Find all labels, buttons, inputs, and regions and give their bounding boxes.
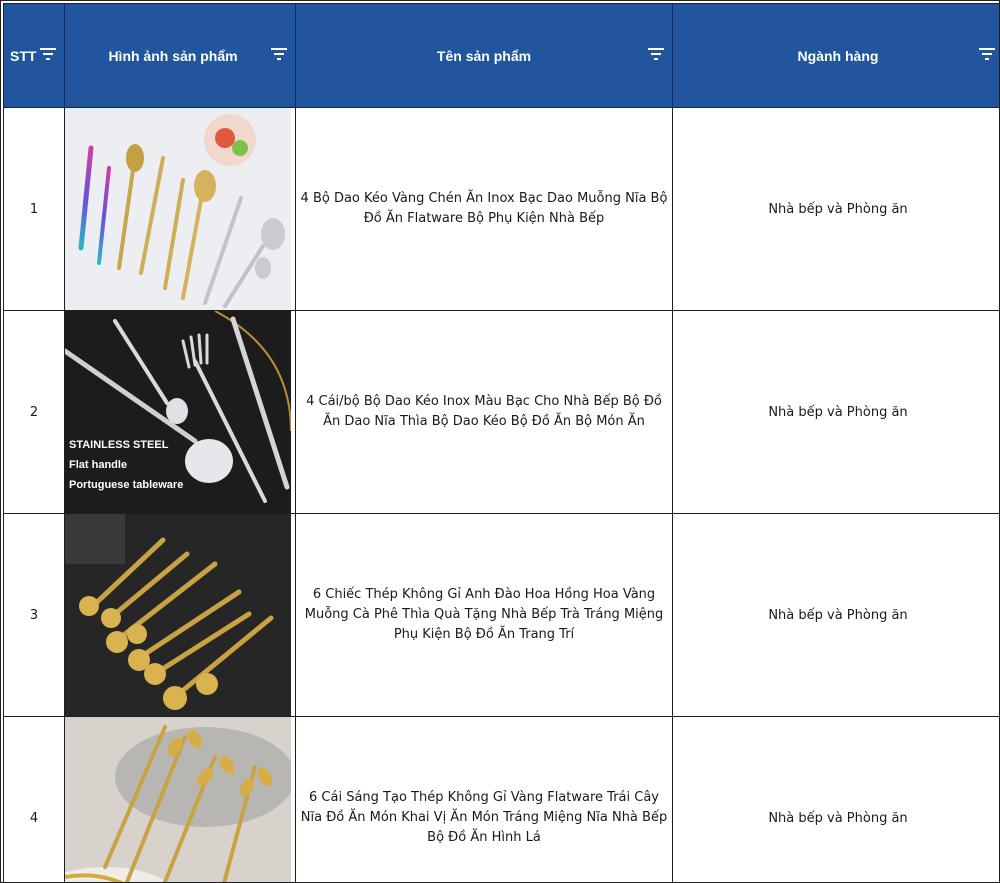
- image-caption-1: STAINLESS STEEL: [69, 439, 169, 451]
- cell-product-name: 6 Cái Sáng Tạo Thép Không Gỉ Vàng Flatware Trái Cây Nĩa Đồ Ăn Món Khai Vị Ăn Món Tráng Miệng Nĩa Nhà Bếp Bộ Đồ Ăn Hình Lá: [296, 717, 673, 883]
- header-row: [4, 4, 1000, 108]
- image-caption-2: Flat handle: [69, 459, 128, 471]
- cell-product-name: 6 Chiếc Thép Không Gỉ Anh Đào Hoa Hồng Hoa Vàng Muỗng Cà Phê Thìa Quà Tặng Nhà Bếp Trà Tráng Miệng Phụ Kiện Bộ Đồ Ăn Trang Trí: [296, 514, 673, 717]
- cell-image: [65, 717, 296, 883]
- cell-category: Nhà bếp và Phòng ăn: [673, 108, 1000, 311]
- product-image: [65, 717, 291, 883]
- cell-stt: 3: [4, 514, 65, 717]
- cell-product-name: 4 Cái/bộ Bộ Dao Kéo Inox Màu Bạc Cho Nhà Bếp Bộ Đồ Ăn Dao Nĩa Thìa Bộ Dao Kéo Bộ Đồ Ăn Bộ Món Ăn: [296, 311, 673, 514]
- cell-category: Nhà bếp và Phòng ăn: [673, 717, 1000, 883]
- filter-icon[interactable]: [648, 48, 664, 62]
- table-row: [4, 108, 1000, 311]
- table-row: [4, 717, 1000, 883]
- product-image: [65, 514, 291, 716]
- header-name-label: Tên sản phẩm: [436, 47, 532, 64]
- cell-category: Nhà bếp và Phòng ăn: [673, 311, 1000, 514]
- image-caption-3: Portuguese tableware: [69, 479, 184, 491]
- filter-icon[interactable]: [271, 48, 287, 62]
- cell-image: [65, 514, 296, 717]
- product-image: [65, 311, 291, 513]
- cell-image: [65, 311, 296, 514]
- header-image-label: Hình ảnh sản phẩm: [108, 47, 238, 64]
- cell-stt: 4: [4, 717, 65, 883]
- cell-stt: 1: [4, 108, 65, 311]
- header-category-label: Ngành hàng: [797, 47, 879, 64]
- cell-product-name: 4 Bộ Dao Kéo Vàng Chén Ăn Inox Bạc Dao Muỗng Nĩa Bộ Đồ Ăn Flatware Bộ Phụ Kiện Nhà Bếp: [296, 108, 673, 311]
- cell-category: Nhà bếp và Phòng ăn: [673, 514, 1000, 717]
- header-stt-label: STT: [10, 47, 37, 64]
- filter-icon[interactable]: [979, 48, 995, 62]
- table-row: [4, 311, 1000, 514]
- cell-image: [65, 108, 296, 311]
- header-image[interactable]: [65, 4, 296, 108]
- header-name[interactable]: [296, 4, 673, 108]
- header-category[interactable]: [673, 4, 1000, 108]
- filter-icon[interactable]: [40, 48, 56, 62]
- table-row: [4, 514, 1000, 717]
- product-table: [3, 3, 1000, 883]
- header-stt[interactable]: [4, 4, 65, 108]
- product-image: [65, 108, 291, 310]
- cell-stt: 2: [4, 311, 65, 514]
